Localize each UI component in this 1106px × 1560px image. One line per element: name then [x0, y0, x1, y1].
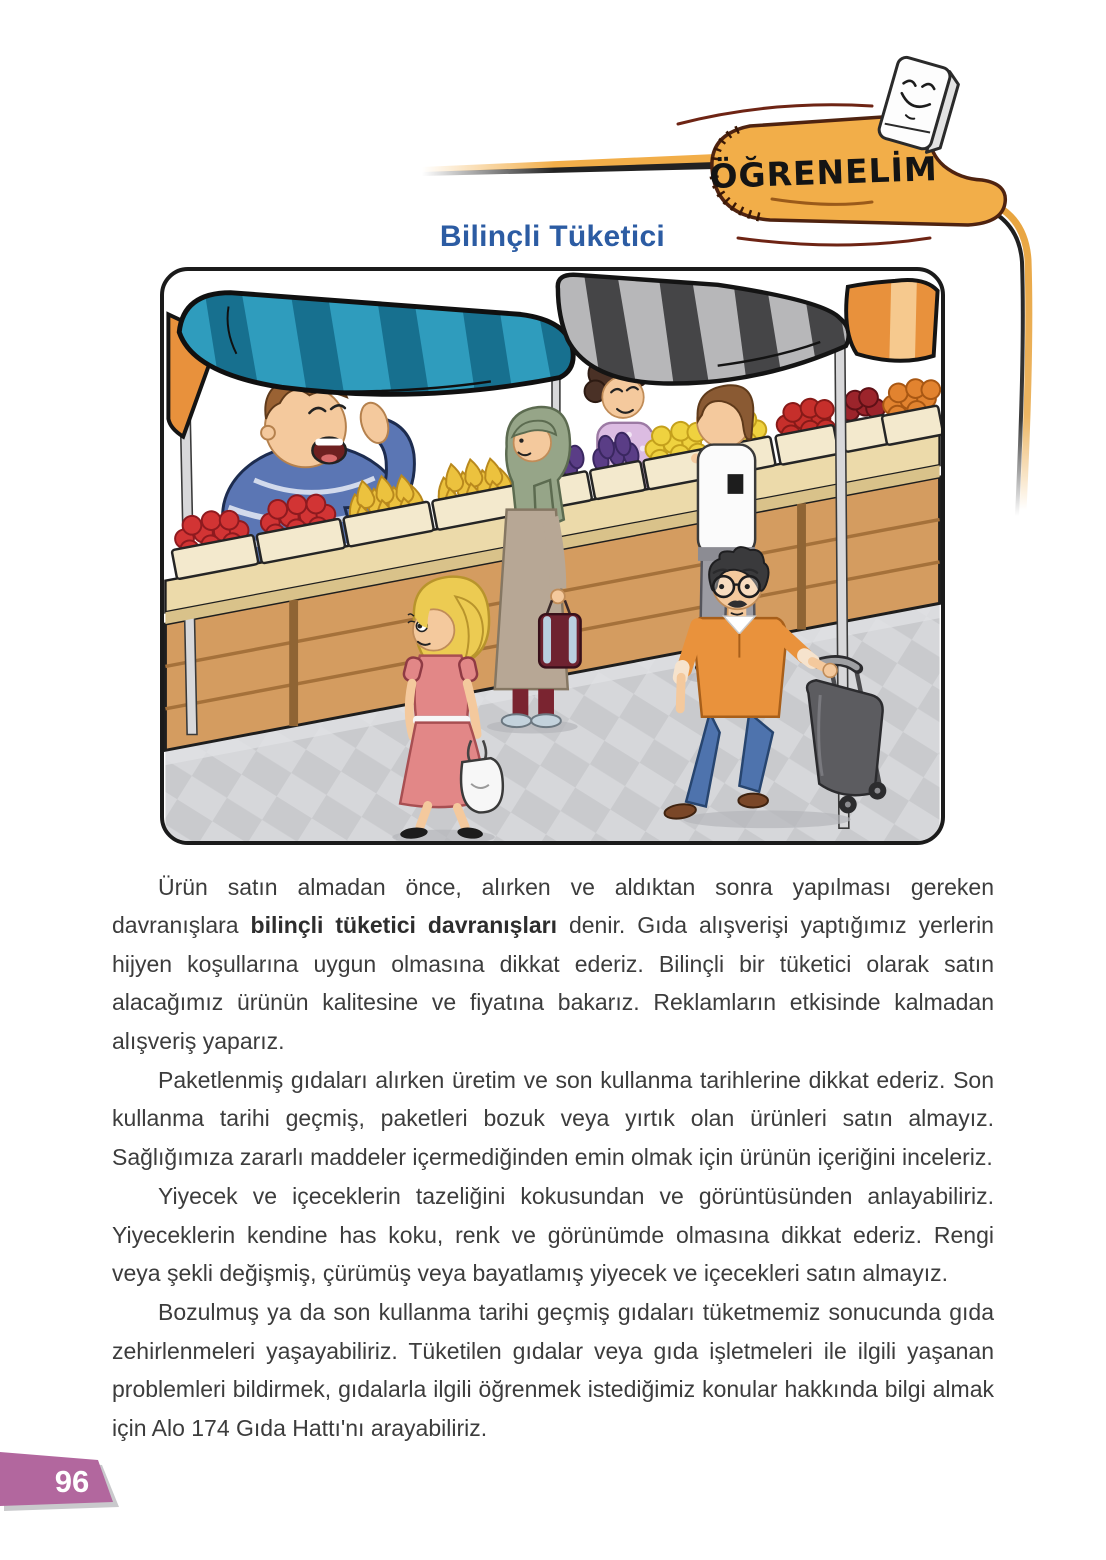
paragraph-text: denir. Gıda alışverişi yaptığımız yerlerin hijyen koşullarına uygun olmasına dikkat ederiz. Bilinçli bir tüketici olarak satın alacağımız ürünün kalitesine ve fiyatına bakarız. Reklamların etkisinde kalmadan alışveriş yaparız.	[112, 912, 994, 1054]
orange-fruit-crate	[876, 375, 941, 445]
badge-label: ÖĞRENELİM	[708, 149, 939, 196]
smiling-notebook-icon	[876, 55, 961, 155]
bold-term: bilinçli tüketici davranışları	[250, 912, 557, 939]
paragraph-text: Ürün satın almadan önce, alırken ve aldıktan sonra yapılması gereken davranışlara	[112, 874, 994, 939]
teal-striped-awning	[179, 281, 583, 411]
header-line-left	[422, 154, 716, 176]
tomato-crate	[770, 395, 843, 465]
page-number-badge	[0, 1440, 140, 1520]
gray-striped-awning	[558, 271, 850, 389]
market-scene	[164, 271, 941, 841]
page-number: 96	[54, 1464, 90, 1499]
paragraph: Paketlenmiş gıdaları alırken üretim ve son kullanma tarihlerine dikkat ederiz. Son kullanma tarihi geçmiş, paketleri bozuk veya yırtık olan ürünleri satın almayız. Sağlığımıza zararlı maddeler içermediğinden emin olmak için ürünün içeriğini inceleriz.	[112, 1067, 994, 1170]
page-title: Bilinçli Tüketici	[439, 220, 666, 253]
body-text	[112, 868, 994, 1448]
header-line-right-curve	[944, 194, 1029, 516]
illustration-frame	[160, 267, 945, 845]
orange-awning-right	[846, 279, 937, 363]
paragraph	[112, 868, 994, 1060]
paragraph: Yiyecek ve içeceklerin tazeliğini kokusundan ve görüntüsünden anlayabiliriz. Yiyeceklerin kendine has koku, renk ve görünümde olmasına dikkat ederiz. Rengi veya şekli değişmiş, çürümüş veya bayatlamış yiyecek ve içecekleri satın almayız.	[112, 1183, 994, 1287]
paragraph: Bozulmuş ya da son kullanma tarihi geçmiş gıdaları tüketmemiz sonucunda gıda zehirlenmeleri yaşayabiliriz. Tüketilen gıdalar veya gıda işletmeleri ile ilgili yaşanan problemleri bildirmek, gıdalarla ilgili öğrenmek istediğimiz konular hakkında bilgi almak için Alo 174 Gıda Hattı'nı arayabiliriz.	[112, 1299, 994, 1441]
